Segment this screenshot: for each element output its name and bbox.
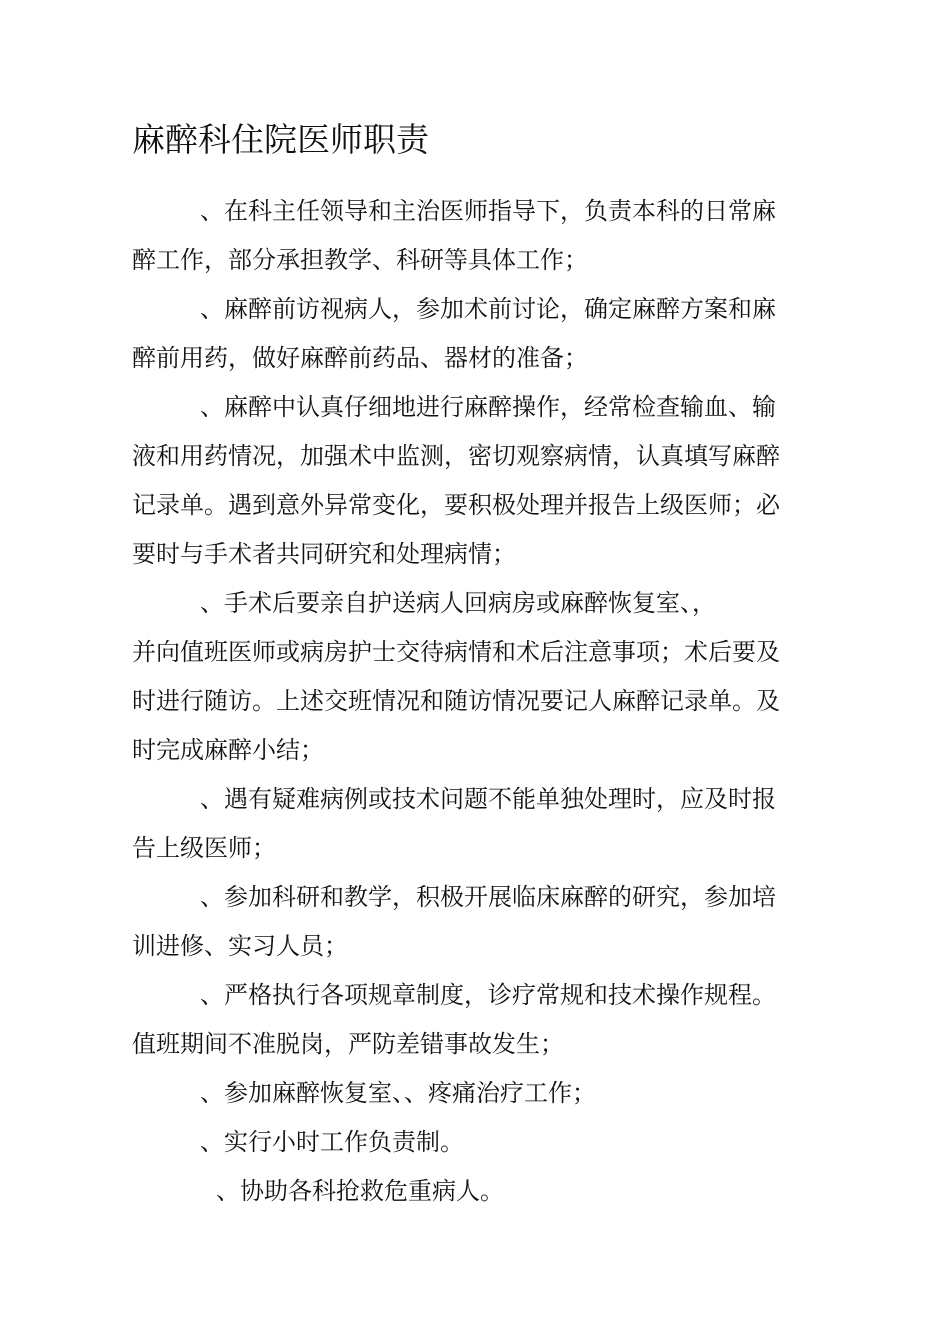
- paragraph-4-line-2: 并向值班医师或病房护士交待病情和术后注意事项；术后要及: [132, 638, 780, 666]
- paragraph-2-line-2: 醉前用药，做好麻醉前药品、器材的准备；: [132, 344, 588, 372]
- paragraph-3-line-3: 记录单。遇到意外异常变化，要积极处理并报告上级医师；必: [132, 491, 780, 519]
- paragraph-7-line-2: 值班期间不准脱岗，严防差错事故发生；: [132, 1030, 564, 1058]
- paragraph-4-line-1: 、手术后要亲自护送病人回病房或麻醉恢复室、，: [200, 589, 716, 617]
- paragraph-1-line-1: 、在科主任领导和主治医师指导下，负责本科的日常麻: [200, 197, 776, 225]
- paragraph-4-line-4: 时完成麻醉小结；: [132, 736, 324, 764]
- page-title: 麻醉科住院医师职责: [132, 120, 429, 159]
- paragraph-1-line-2: 醉工作，部分承担教学、科研等具体工作；: [132, 246, 588, 274]
- paragraph-4-line-3: 时进行随访。上述交班情况和随访情况要记人麻醉记录单。及: [132, 687, 780, 715]
- paragraph-2-line-1: 、麻醉前访视病人，参加术前讨论，确定麻醉方案和麻: [200, 295, 776, 323]
- paragraph-6-line-2: 训进修、实习人员；: [132, 932, 348, 960]
- paragraph-3-line-1: 、麻醉中认真仔细地进行麻醉操作，经常检查输血、输: [200, 393, 776, 421]
- paragraph-7-line-1: 、严格执行各项规章制度，诊疗常规和技术操作规程。: [200, 981, 776, 1009]
- paragraph-3-line-2: 液和用药情况，加强术中监测，密切观察病情，认真填写麻醉: [132, 442, 780, 470]
- paragraph-8-line-1: 、参加麻醉恢复室、、疼痛治疗工作；: [200, 1079, 596, 1107]
- paragraph-5-line-1: 、遇有疑难病例或技术问题不能单独处理时，应及时报: [200, 785, 776, 813]
- paragraph-5-line-2: 告上级医师；: [132, 834, 276, 862]
- paragraph-10-line-1: 、协助各科抢救危重病人。: [216, 1177, 504, 1205]
- paragraph-6-line-1: 、参加科研和教学，积极开展临床麻醉的研究，参加培: [200, 883, 776, 911]
- paragraph-9-line-1: 、实行小时工作负责制。: [200, 1128, 464, 1156]
- document-body: [132, 187, 822, 1216]
- paragraph-3-line-4: 要时与手术者共同研究和处理病情；: [132, 540, 516, 568]
